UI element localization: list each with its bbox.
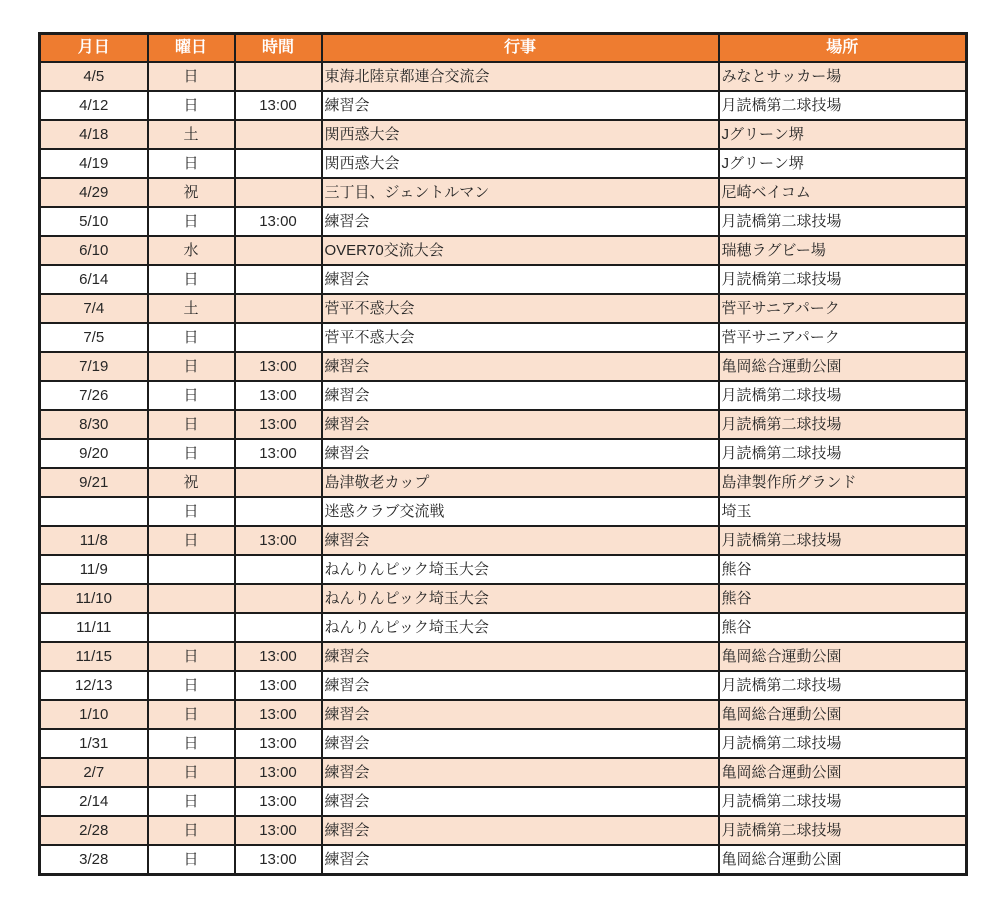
cell-day: 日 [148, 410, 235, 439]
cell-place: 埼玉 [719, 497, 967, 526]
cell-time [235, 178, 322, 207]
cell-time [235, 149, 322, 178]
cell-place: 亀岡総合運動公園 [719, 642, 967, 671]
cell-time: 13:00 [235, 816, 322, 845]
cell-event: 練習会 [322, 439, 719, 468]
cell-place: 菅平サニアパーク [719, 294, 967, 323]
cell-time: 13:00 [235, 439, 322, 468]
cell-event: OVER70交流大会 [322, 236, 719, 265]
cell-date: 4/18 [40, 120, 148, 149]
column-header-time: 時間 [235, 34, 322, 63]
table-row [40, 787, 967, 816]
column-header-date: 月日 [40, 34, 148, 63]
table-row [40, 294, 967, 323]
cell-time [235, 468, 322, 497]
cell-day: 日 [148, 671, 235, 700]
column-header-day: 曜日 [148, 34, 235, 63]
cell-time [235, 265, 322, 294]
table-row [40, 613, 967, 642]
cell-event: 練習会 [322, 381, 719, 410]
cell-time [235, 120, 322, 149]
cell-time: 13:00 [235, 700, 322, 729]
cell-date [40, 497, 148, 526]
cell-event: 練習会 [322, 91, 719, 120]
cell-day: 日 [148, 62, 235, 91]
cell-day: 日 [148, 439, 235, 468]
cell-date: 4/5 [40, 62, 148, 91]
cell-date: 7/26 [40, 381, 148, 410]
table-row [40, 410, 967, 439]
cell-time [235, 294, 322, 323]
cell-place: 月読橋第二球技場 [719, 729, 967, 758]
table-row [40, 381, 967, 410]
column-header-place: 場所 [719, 34, 967, 63]
cell-day: 日 [148, 758, 235, 787]
cell-day: 水 [148, 236, 235, 265]
cell-day: 日 [148, 845, 235, 875]
cell-time [235, 613, 322, 642]
cell-day: 土 [148, 294, 235, 323]
cell-time: 13:00 [235, 845, 322, 875]
cell-day: 日 [148, 381, 235, 410]
cell-day: 日 [148, 787, 235, 816]
table-row [40, 178, 967, 207]
table-row [40, 526, 967, 555]
cell-place: 月読橋第二球技場 [719, 207, 967, 236]
cell-time [235, 584, 322, 613]
cell-date: 2/28 [40, 816, 148, 845]
cell-date: 5/10 [40, 207, 148, 236]
cell-date: 2/14 [40, 787, 148, 816]
cell-date: 1/31 [40, 729, 148, 758]
schedule-table-header [40, 34, 967, 63]
cell-place: 菅平サニアパーク [719, 323, 967, 352]
cell-event: ねんりんピック埼玉大会 [322, 555, 719, 584]
cell-date: 11/8 [40, 526, 148, 555]
cell-event: 練習会 [322, 352, 719, 381]
cell-place: 亀岡総合運動公園 [719, 845, 967, 875]
cell-place: 熊谷 [719, 584, 967, 613]
cell-time: 13:00 [235, 91, 322, 120]
cell-place: みなとサッカー場 [719, 62, 967, 91]
cell-place: 尼崎ベイコム [719, 178, 967, 207]
cell-place: 亀岡総合運動公園 [719, 700, 967, 729]
cell-event: 練習会 [322, 526, 719, 555]
cell-place: 島津製作所グランド [719, 468, 967, 497]
cell-time: 13:00 [235, 758, 322, 787]
cell-day: 日 [148, 91, 235, 120]
schedule-table-container [38, 32, 968, 876]
cell-event: 練習会 [322, 787, 719, 816]
cell-time: 13:00 [235, 671, 322, 700]
cell-date: 9/21 [40, 468, 148, 497]
cell-place: 月読橋第二球技場 [719, 91, 967, 120]
table-row [40, 642, 967, 671]
cell-date: 7/4 [40, 294, 148, 323]
cell-place: 月読橋第二球技場 [719, 439, 967, 468]
cell-time: 13:00 [235, 642, 322, 671]
cell-time: 13:00 [235, 787, 322, 816]
cell-event: 東海北陸京都連合交流会 [322, 62, 719, 91]
table-row [40, 729, 967, 758]
cell-day: 祝 [148, 178, 235, 207]
cell-event: 練習会 [322, 207, 719, 236]
cell-day [148, 613, 235, 642]
cell-time: 13:00 [235, 410, 322, 439]
cell-event: 練習会 [322, 845, 719, 875]
cell-event: 関西惑大会 [322, 120, 719, 149]
cell-day: 日 [148, 729, 235, 758]
cell-date: 9/20 [40, 439, 148, 468]
cell-place: 月読橋第二球技場 [719, 265, 967, 294]
cell-day: 土 [148, 120, 235, 149]
cell-place: Jグリーン堺 [719, 120, 967, 149]
cell-day: 日 [148, 352, 235, 381]
cell-event: 練習会 [322, 671, 719, 700]
table-row [40, 584, 967, 613]
table-row [40, 236, 967, 265]
cell-event: 関西惑大会 [322, 149, 719, 178]
table-row [40, 323, 967, 352]
table-row [40, 352, 967, 381]
cell-event: 練習会 [322, 410, 719, 439]
cell-time [235, 62, 322, 91]
cell-date: 11/11 [40, 613, 148, 642]
cell-time: 13:00 [235, 729, 322, 758]
cell-date: 6/14 [40, 265, 148, 294]
cell-day: 日 [148, 642, 235, 671]
cell-time: 13:00 [235, 526, 322, 555]
cell-day [148, 555, 235, 584]
cell-date: 8/30 [40, 410, 148, 439]
table-row [40, 497, 967, 526]
table-row [40, 816, 967, 845]
cell-time: 13:00 [235, 381, 322, 410]
table-row [40, 468, 967, 497]
cell-place: 月読橋第二球技場 [719, 787, 967, 816]
table-row [40, 555, 967, 584]
table-row [40, 439, 967, 468]
cell-place: 月読橋第二球技場 [719, 671, 967, 700]
cell-place: 亀岡総合運動公園 [719, 758, 967, 787]
table-row [40, 700, 967, 729]
cell-time [235, 497, 322, 526]
cell-day: 日 [148, 700, 235, 729]
table-row [40, 207, 967, 236]
cell-event: ねんりんピック埼玉大会 [322, 613, 719, 642]
cell-event: ねんりんピック埼玉大会 [322, 584, 719, 613]
cell-time: 13:00 [235, 352, 322, 381]
column-header-event: 行事 [322, 34, 719, 63]
cell-day: 日 [148, 526, 235, 555]
schedule-table [38, 32, 968, 876]
cell-place: 月読橋第二球技場 [719, 381, 967, 410]
cell-place: 亀岡総合運動公園 [719, 352, 967, 381]
cell-place: Jグリーン堺 [719, 149, 967, 178]
cell-date: 4/12 [40, 91, 148, 120]
cell-event: 練習会 [322, 642, 719, 671]
cell-place: 熊谷 [719, 555, 967, 584]
cell-event: 練習会 [322, 729, 719, 758]
cell-day: 日 [148, 149, 235, 178]
cell-time [235, 236, 322, 265]
cell-place: 熊谷 [719, 613, 967, 642]
table-row [40, 91, 967, 120]
cell-place: 月読橋第二球技場 [719, 410, 967, 439]
cell-event: 菅平不惑大会 [322, 323, 719, 352]
cell-place: 月読橋第二球技場 [719, 526, 967, 555]
cell-date: 4/19 [40, 149, 148, 178]
cell-place: 月読橋第二球技場 [719, 816, 967, 845]
cell-day: 日 [148, 207, 235, 236]
cell-date: 11/15 [40, 642, 148, 671]
cell-date: 12/13 [40, 671, 148, 700]
cell-day: 祝 [148, 468, 235, 497]
cell-date: 2/7 [40, 758, 148, 787]
cell-day [148, 584, 235, 613]
cell-event: 三丁目、ジェントルマン [322, 178, 719, 207]
table-row [40, 62, 967, 91]
cell-event: 練習会 [322, 758, 719, 787]
cell-event: 迷惑クラブ交流戦 [322, 497, 719, 526]
schedule-table-body [40, 62, 967, 875]
cell-day: 日 [148, 816, 235, 845]
cell-date: 4/29 [40, 178, 148, 207]
table-row [40, 845, 967, 875]
cell-time [235, 555, 322, 584]
cell-event: 菅平不惑大会 [322, 294, 719, 323]
cell-date: 6/10 [40, 236, 148, 265]
cell-day: 日 [148, 265, 235, 294]
header-row [40, 34, 967, 63]
table-row [40, 671, 967, 700]
table-row [40, 149, 967, 178]
cell-date: 7/19 [40, 352, 148, 381]
cell-date: 3/28 [40, 845, 148, 875]
cell-day: 日 [148, 323, 235, 352]
cell-place: 瑞穂ラグビー場 [719, 236, 967, 265]
cell-time [235, 323, 322, 352]
table-row [40, 265, 967, 294]
table-row [40, 120, 967, 149]
cell-date: 11/9 [40, 555, 148, 584]
cell-event: 練習会 [322, 265, 719, 294]
cell-event: 島津敬老カップ [322, 468, 719, 497]
cell-day: 日 [148, 497, 235, 526]
cell-time: 13:00 [235, 207, 322, 236]
cell-event: 練習会 [322, 700, 719, 729]
cell-date: 11/10 [40, 584, 148, 613]
cell-date: 7/5 [40, 323, 148, 352]
table-row [40, 758, 967, 787]
cell-date: 1/10 [40, 700, 148, 729]
cell-event: 練習会 [322, 816, 719, 845]
